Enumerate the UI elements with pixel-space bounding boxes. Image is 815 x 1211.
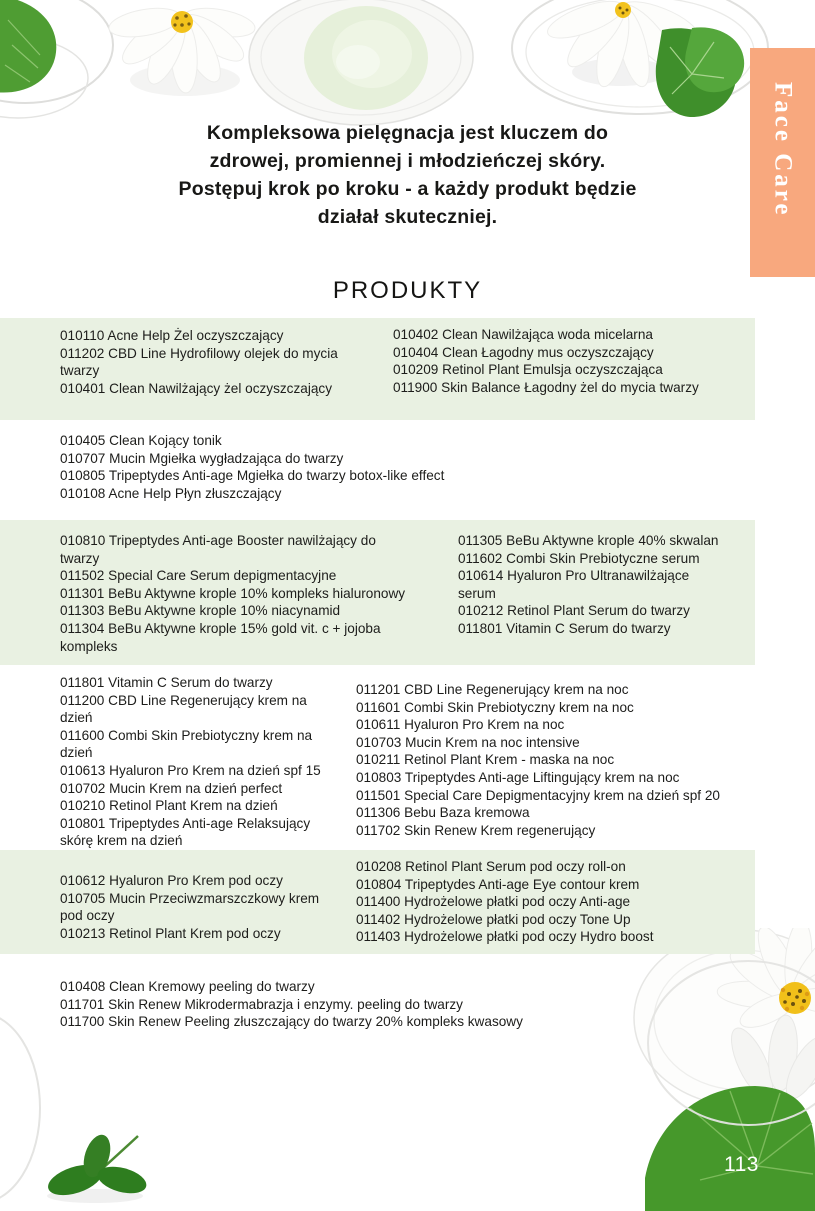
product-line: pod oczy	[60, 908, 115, 924]
product-line: 011200 CBD Line Regenerujący krem na	[60, 692, 307, 708]
section-serums-drops	[0, 520, 755, 665]
product-line: 011701 Skin Renew Mikrodermabrazja i enzymy. peeling do twarzy	[60, 996, 463, 1012]
product-line: 011801 Vitamin C Serum do twarzy	[60, 675, 273, 690]
product-line: 011201 CBD Line Regenerujący krem na noc	[356, 682, 629, 697]
product-line: 010803 Tripeptydes Anti-age Liftingujący krem na noc	[356, 769, 680, 785]
product-line: 011702 Skin Renew Krem regenerujący	[356, 822, 596, 838]
product-line: twarzy	[60, 363, 100, 379]
product-line: twarzy	[60, 550, 100, 566]
intro-line: działał skuteczniej.	[317, 206, 498, 228]
product-line: 011601 Combi Skin Prebiotyczny krem na noc	[356, 699, 634, 715]
green-leaf-illustration	[656, 27, 744, 117]
product-line: 010805 Tripeptydes Anti-age Mgiełka do twarzy botox-like effect	[60, 468, 445, 484]
section-cleansers	[0, 318, 755, 420]
cream-dish-illustration	[249, 0, 473, 125]
product-line: 011700 Skin Renew Peeling złuszczający do twarzy 20% kompleks kwasowy	[60, 1014, 523, 1030]
product-line: 010810 Tripeptydes Anti-age Booster nawilżający do	[60, 533, 376, 548]
section-peelings	[0, 974, 755, 1044]
product-line: 010804 Tripeptydes Anti-age Eye contour krem	[356, 876, 640, 892]
product-line: 011502 Special Care Serum depigmentacyjne	[60, 568, 337, 584]
product-line: dzień	[60, 745, 93, 761]
intro-line: Postępuj krok po kroku - a każdy produkt będzie	[178, 178, 637, 200]
section-eye-care	[0, 850, 755, 954]
product-line: dzień	[60, 710, 93, 726]
product-line: 010611 Hyaluron Pro Krem na noc	[356, 717, 565, 733]
product-line: 011305 BeBu Aktywne krople 40% skwalan	[458, 533, 719, 548]
product-line: 010612 Hyaluron Pro Krem pod oczy	[60, 873, 283, 888]
top-decoration	[0, 0, 815, 132]
product-column-left	[60, 327, 338, 397]
face-care-tab-label: Face Care	[769, 82, 797, 218]
product-column-left	[60, 978, 523, 1031]
product-line: 010210 Retinol Plant Krem na dzień	[60, 798, 278, 814]
product-line: 010404 Clean Łagodny mus oczyszczający	[393, 344, 654, 360]
product-line: 011303 BeBu Aktywne krople 10% niacynamid	[60, 603, 341, 619]
green-leaf-illustration	[0, 0, 56, 93]
product-column-right	[458, 532, 718, 638]
product-line: 010801 Tripeptydes Anti-age Relaksujący	[60, 815, 311, 831]
clover-leaf-illustration	[44, 1131, 149, 1203]
product-line: 010613 Hyaluron Pro Krem na dzień spf 15	[60, 762, 321, 778]
section-day-night-creams	[0, 668, 755, 848]
product-line: 010705 Mucin Przeciwzmarszczkowy krem	[60, 890, 320, 906]
product-line: 010211 Retinol Plant Krem - maska na noc	[356, 752, 615, 768]
product-column-left	[60, 432, 444, 502]
product-line: 010408 Clean Kremowy peeling do twarzy	[60, 979, 315, 994]
page-number: 113	[724, 1153, 759, 1176]
product-line: 010405 Clean Kojący tonik	[60, 433, 222, 448]
product-line: 010707 Mucin Mgiełka wygładzająca do twarzy	[60, 450, 344, 466]
product-line: 010209 Retinol Plant Emulsja oczyszczająca	[393, 362, 663, 378]
product-line: 010703 Mucin Krem na noc intensive	[356, 734, 580, 750]
intro-line: zdrowej, promiennej i młodzieńczej skóry.	[209, 150, 606, 172]
product-line: 011403 Hydrożelowe płatki pod oczy Hydro boost	[356, 929, 654, 945]
bottom-decoration	[0, 928, 815, 1211]
product-column-right	[393, 326, 699, 396]
product-line: 010208 Retinol Plant Serum pod oczy roll-on	[356, 859, 626, 874]
product-column-left	[60, 532, 405, 655]
product-line: 010213 Retinol Plant Krem pod oczy	[60, 925, 281, 941]
product-line: 011202 CBD Line Hydrofilowy olejek do mycia	[60, 345, 338, 361]
section-tonics-mists	[0, 430, 755, 512]
product-line: skórę krem na dzień	[60, 833, 183, 849]
product-line: 010401 Clean Nawilżający żel oczyszczający	[60, 380, 333, 396]
product-line: 010702 Mucin Krem na dzień perfect	[60, 780, 283, 796]
product-line: 011900 Skin Balance Łagodny żel do mycia twarzy	[393, 379, 699, 395]
product-line: 011801 Vitamin C Serum do twarzy	[458, 620, 671, 636]
products-title: PRODUKTY	[332, 277, 483, 304]
face-care-tab	[750, 48, 815, 277]
product-column-left	[60, 674, 321, 850]
product-line: 010402 Clean Nawilżająca woda micelarna	[393, 327, 653, 342]
product-line: kompleks	[60, 638, 118, 654]
product-line: 011306 Bebu Baza kremowa	[356, 805, 530, 821]
product-column-right	[356, 858, 653, 946]
product-line: 011402 Hydrożelowe płatki pod oczy Tone Up	[356, 911, 631, 927]
product-line: 011301 BeBu Aktywne krople 10% kompleks hialuronowy	[60, 585, 406, 601]
product-line: 010108 Acne Help Płyn złuszczający	[60, 485, 282, 501]
white-flower-illustration	[107, 4, 257, 96]
product-column-left	[60, 872, 319, 942]
intro-text	[0, 119, 815, 231]
product-line: 010212 Retinol Plant Serum do twarzy	[458, 603, 690, 619]
product-line: 010110 Acne Help Żel oczyszczający	[60, 328, 284, 343]
product-line: 010614 Hyaluron Pro Ultranawilżające	[458, 568, 690, 584]
intro-line: Kompleksowa pielęgnacja jest kluczem do	[206, 122, 609, 144]
product-column-right	[356, 681, 720, 839]
product-line: 011600 Combi Skin Prebiotyczny krem na	[60, 727, 313, 743]
product-line: 011501 Special Care Depigmentacyjny krem na dzień spf 20	[356, 787, 720, 803]
product-line: serum	[458, 585, 496, 601]
product-line: 011602 Combi Skin Prebiotyczne serum	[458, 550, 700, 566]
product-line: 011400 Hydrożelowe płatki pod oczy Anti-age	[356, 894, 631, 910]
product-line: 011304 BeBu Aktywne krople 15% gold vit. c + jojoba	[60, 620, 381, 636]
